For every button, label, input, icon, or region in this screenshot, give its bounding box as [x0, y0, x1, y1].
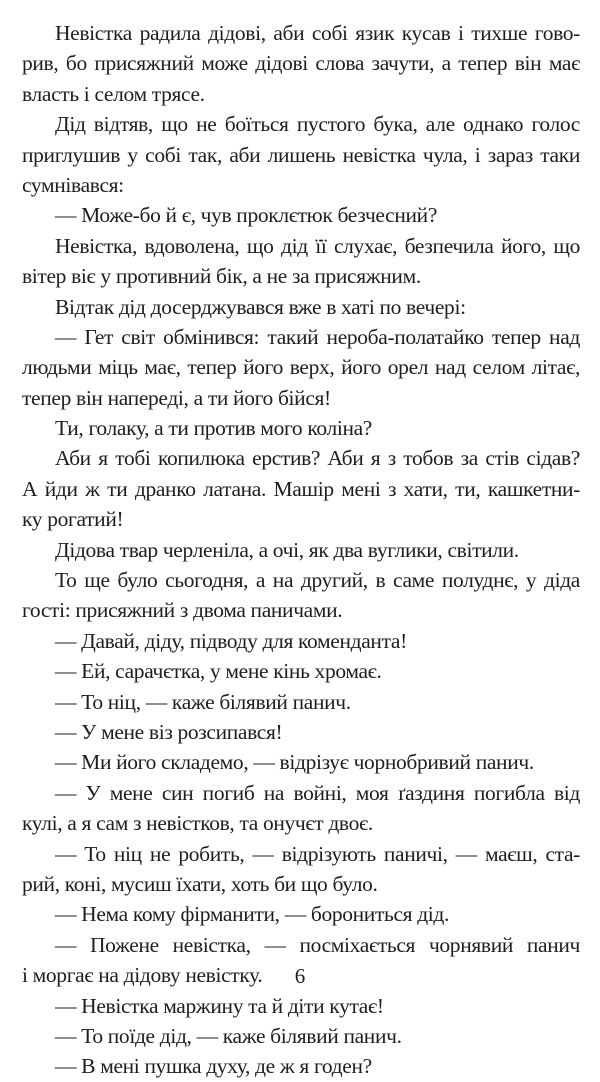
text-line: — Гет світ обмінився: такий нероба-полатайко тепер над — [55, 324, 580, 349]
text-line: Ти, голаку, а ти против мого коліна? — [55, 416, 372, 441]
paragraph — [22, 18, 580, 109]
paragraph — [22, 656, 580, 686]
text-line: вітер віє у противний бік, а не за присяжним. — [22, 264, 421, 289]
text-line: сумнівався: — [22, 172, 124, 197]
text-line: Відтак дід досерджувався вже в хаті по вечері: — [55, 294, 466, 319]
text-line: ку рогатий! — [22, 507, 124, 532]
text-line: тепер він напереді, а ти його бійся! — [22, 385, 331, 410]
paragraph — [22, 322, 580, 413]
text-line: — У мене віз розсипався! — [55, 719, 283, 744]
paragraph — [22, 626, 580, 656]
text-line: Невістка радила дідові, аби собі язик кусав і тихше гово- — [55, 21, 580, 45]
text-line: Дід відтяв, що не боїться пустого бука, але однако голос — [55, 112, 580, 137]
text-line: Аби я тобі копилюка ерстив? Аби я з тобов за стів сідав? — [55, 446, 580, 471]
paragraph — [22, 200, 580, 230]
paragraph — [22, 778, 580, 839]
text-line: — Ей, сарачєтка, у мене кінь хромає. — [55, 659, 382, 684]
text-line: — Пожене невістка, — посміхається чорнявий панич — [55, 932, 580, 957]
text-line: — В мені пушка духу, де ж я годен? — [55, 1054, 372, 1079]
text-line: рив, бо присяжний може дідові слова зачути, а тепер він має — [22, 51, 580, 76]
paragraph — [22, 839, 580, 900]
paragraph — [22, 443, 580, 534]
text-line: — То поїде дід, — каже білявий панич. — [55, 1023, 402, 1048]
text-line: рий, коні, мусиш їхати, хоть би що було. — [22, 871, 378, 896]
paragraph — [22, 687, 580, 717]
text-line: Дідова твар черленіла, а очі, як два вуглики, світили. — [55, 537, 519, 562]
text-line: власть і селом трясе. — [22, 81, 205, 106]
text-line: А йди ж ти дранко латана. Машір мені з хати, ти, кашкетни- — [22, 476, 580, 501]
paragraph — [22, 565, 580, 626]
text-line: — То ніц, — каже білявий панич. — [55, 689, 351, 714]
text-line: кулі, а я сам з невістков, та онучєт двоє. — [22, 811, 373, 836]
text-line: — Ми його складемо, — відрізує чорнобривий панич. — [55, 750, 534, 775]
text-line: приглушив у собі так, аби лишень невістка чула, і зараз таки — [22, 142, 580, 167]
text-line: — Нема кому фірманити, — борониться дід. — [55, 902, 450, 927]
text-line: і моргає на дідову невістку. — [22, 963, 263, 988]
text-line: Невістка, вдоволена, що дід її слухає, безпечила його, що — [55, 233, 580, 258]
text-line: — Невістка маржину та й діти кутає! — [55, 993, 384, 1018]
text-line: — То ніц не робить, — відрізують паничі, — маєш, ста- — [55, 841, 580, 866]
text-line: То ще було сьогодня, а на другий, в саме полуднє, у діда — [55, 568, 580, 593]
paragraph — [22, 535, 580, 565]
paragraph — [22, 231, 580, 292]
paragraph — [22, 109, 580, 200]
text-line: гості: присяжний з двома паничами. — [22, 598, 343, 623]
text-line: — Може-бо й є, чув проклєтюк безчесний? — [55, 203, 438, 228]
page-number: 6 — [294, 964, 306, 988]
text-line: — У мене син погиб на войні, моя ґаздиня погибла від — [55, 780, 580, 805]
page-body — [22, 18, 580, 1082]
text-line: — Давай, діду, підводу для коменданта! — [55, 628, 407, 653]
paragraph — [22, 717, 580, 747]
paragraph — [22, 413, 580, 443]
paragraph — [22, 991, 580, 1021]
paragraph — [22, 899, 580, 929]
paragraph — [22, 747, 580, 777]
paragraph — [22, 1021, 580, 1051]
text-line: людьми міць має, тепер його верх, його орел над селом літає, — [22, 355, 580, 380]
paragraph — [22, 1051, 580, 1081]
paragraph — [22, 292, 580, 322]
